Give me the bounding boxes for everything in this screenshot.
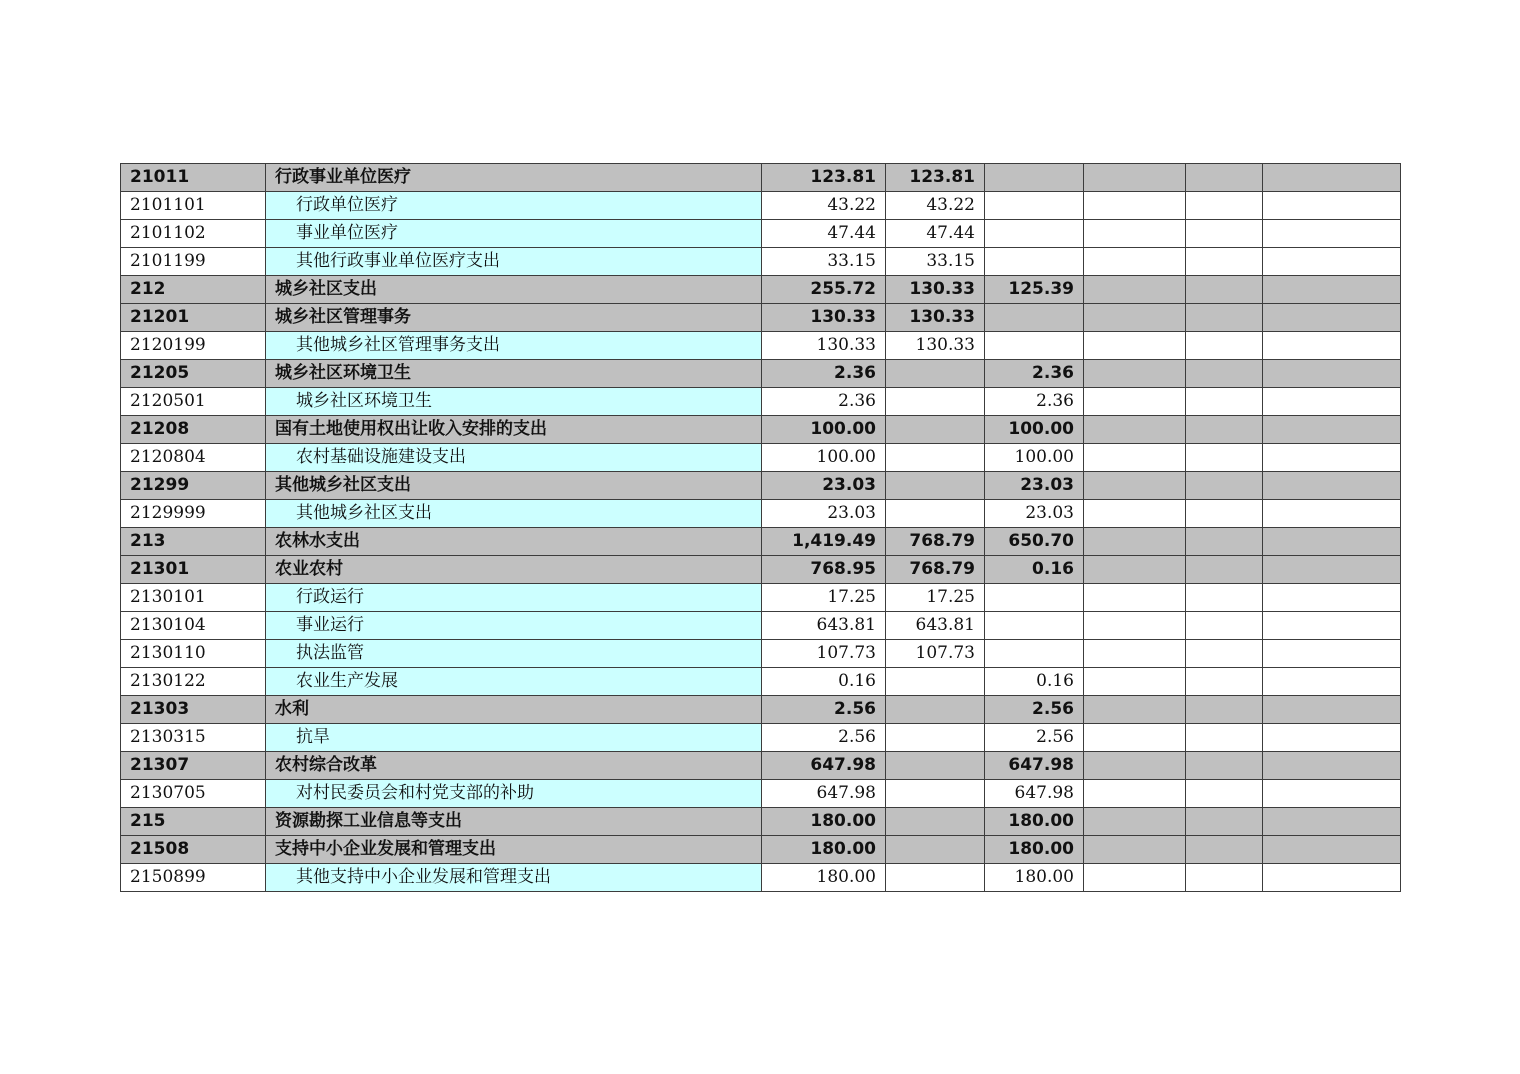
name-cell: 其他支持中小企业发展和管理支出 — [266, 864, 762, 892]
code-cell: 2130104 — [121, 612, 266, 640]
name-cell: 抗旱 — [266, 724, 762, 752]
total-cell: 2.56 — [762, 696, 886, 724]
total-cell: 180.00 — [762, 864, 886, 892]
empty-cell — [1084, 388, 1186, 416]
empty-cell — [1263, 668, 1401, 696]
empty-cell — [1186, 556, 1263, 584]
name-cell: 城乡社区支出 — [266, 276, 762, 304]
basic-cell: 130.33 — [886, 332, 985, 360]
total-cell: 23.03 — [762, 472, 886, 500]
total-cell: 647.98 — [762, 752, 886, 780]
project-cell — [985, 612, 1084, 640]
basic-cell: 47.44 — [886, 220, 985, 248]
empty-cell — [1084, 416, 1186, 444]
total-cell: 123.81 — [762, 164, 886, 192]
basic-cell — [886, 864, 985, 892]
empty-cell — [1186, 220, 1263, 248]
empty-cell — [1186, 444, 1263, 472]
total-cell: 130.33 — [762, 304, 886, 332]
table-row — [121, 444, 1401, 472]
empty-cell — [1263, 640, 1401, 668]
total-cell: 2.36 — [762, 388, 886, 416]
project-cell — [985, 584, 1084, 612]
empty-cell — [1186, 276, 1263, 304]
code-cell: 2120804 — [121, 444, 266, 472]
project-cell: 100.00 — [985, 416, 1084, 444]
empty-cell — [1084, 444, 1186, 472]
table-body — [121, 164, 1401, 892]
basic-cell — [886, 500, 985, 528]
table-row-summary — [121, 808, 1401, 836]
basic-cell — [886, 360, 985, 388]
table-row-summary — [121, 836, 1401, 864]
name-cell: 农业农村 — [266, 556, 762, 584]
empty-cell — [1186, 332, 1263, 360]
name-cell: 行政单位医疗 — [266, 192, 762, 220]
empty-cell — [1186, 780, 1263, 808]
empty-cell — [1084, 584, 1186, 612]
empty-cell — [1263, 528, 1401, 556]
basic-cell — [886, 780, 985, 808]
name-cell: 支持中小企业发展和管理支出 — [266, 836, 762, 864]
table-row-summary — [121, 276, 1401, 304]
code-cell: 2101102 — [121, 220, 266, 248]
total-cell: 647.98 — [762, 780, 886, 808]
empty-cell — [1186, 416, 1263, 444]
basic-cell — [886, 752, 985, 780]
basic-cell: 643.81 — [886, 612, 985, 640]
total-cell: 17.25 — [762, 584, 886, 612]
name-cell: 农林水支出 — [266, 528, 762, 556]
name-cell: 城乡社区环境卫生 — [266, 360, 762, 388]
table-row — [121, 388, 1401, 416]
table-row — [121, 192, 1401, 220]
project-cell — [985, 192, 1084, 220]
empty-cell — [1186, 808, 1263, 836]
table-row — [121, 640, 1401, 668]
table-row-summary — [121, 528, 1401, 556]
code-cell: 21201 — [121, 304, 266, 332]
table-row — [121, 780, 1401, 808]
total-cell: 23.03 — [762, 500, 886, 528]
empty-cell — [1084, 472, 1186, 500]
table-row — [121, 584, 1401, 612]
total-cell: 255.72 — [762, 276, 886, 304]
empty-cell — [1263, 612, 1401, 640]
empty-cell — [1186, 584, 1263, 612]
empty-cell — [1186, 164, 1263, 192]
basic-cell: 130.33 — [886, 276, 985, 304]
empty-cell — [1263, 360, 1401, 388]
project-cell: 23.03 — [985, 472, 1084, 500]
name-cell: 农村基础设施建设支出 — [266, 444, 762, 472]
empty-cell — [1084, 360, 1186, 388]
code-cell: 215 — [121, 808, 266, 836]
empty-cell — [1263, 724, 1401, 752]
total-cell: 130.33 — [762, 332, 886, 360]
empty-cell — [1186, 836, 1263, 864]
empty-cell — [1084, 220, 1186, 248]
name-cell: 资源勘探工业信息等支出 — [266, 808, 762, 836]
empty-cell — [1263, 332, 1401, 360]
project-cell — [985, 220, 1084, 248]
table-row-summary — [121, 472, 1401, 500]
project-cell: 180.00 — [985, 808, 1084, 836]
name-cell: 对村民委员会和村党支部的补助 — [266, 780, 762, 808]
table-row — [121, 864, 1401, 892]
empty-cell — [1186, 528, 1263, 556]
empty-cell — [1263, 864, 1401, 892]
basic-cell: 123.81 — [886, 164, 985, 192]
code-cell: 2120199 — [121, 332, 266, 360]
project-cell: 180.00 — [985, 864, 1084, 892]
empty-cell — [1084, 304, 1186, 332]
empty-cell — [1186, 388, 1263, 416]
project-cell: 2.36 — [985, 360, 1084, 388]
project-cell — [985, 332, 1084, 360]
name-cell: 事业单位医疗 — [266, 220, 762, 248]
project-cell — [985, 164, 1084, 192]
empty-cell — [1263, 444, 1401, 472]
total-cell: 33.15 — [762, 248, 886, 276]
total-cell: 2.56 — [762, 724, 886, 752]
empty-cell — [1186, 612, 1263, 640]
code-cell: 2130101 — [121, 584, 266, 612]
total-cell: 107.73 — [762, 640, 886, 668]
basic-cell — [886, 724, 985, 752]
name-cell: 其他城乡社区支出 — [266, 472, 762, 500]
project-cell: 100.00 — [985, 444, 1084, 472]
code-cell: 21205 — [121, 360, 266, 388]
empty-cell — [1084, 612, 1186, 640]
name-cell: 农业生产发展 — [266, 668, 762, 696]
code-cell: 213 — [121, 528, 266, 556]
name-cell: 行政运行 — [266, 584, 762, 612]
basic-cell: 107.73 — [886, 640, 985, 668]
total-cell: 100.00 — [762, 444, 886, 472]
total-cell: 768.95 — [762, 556, 886, 584]
empty-cell — [1186, 192, 1263, 220]
project-cell: 23.03 — [985, 500, 1084, 528]
empty-cell — [1084, 556, 1186, 584]
name-cell: 其他城乡社区管理事务支出 — [266, 332, 762, 360]
empty-cell — [1186, 360, 1263, 388]
empty-cell — [1186, 640, 1263, 668]
empty-cell — [1186, 500, 1263, 528]
code-cell: 21011 — [121, 164, 266, 192]
empty-cell — [1263, 752, 1401, 780]
project-cell: 2.56 — [985, 724, 1084, 752]
basic-cell: 43.22 — [886, 192, 985, 220]
basic-cell — [886, 416, 985, 444]
project-cell: 2.56 — [985, 696, 1084, 724]
project-cell: 180.00 — [985, 836, 1084, 864]
project-cell: 0.16 — [985, 668, 1084, 696]
code-cell: 2101101 — [121, 192, 266, 220]
code-cell: 212 — [121, 276, 266, 304]
table-row — [121, 220, 1401, 248]
empty-cell — [1263, 304, 1401, 332]
table-row — [121, 668, 1401, 696]
code-cell: 2130110 — [121, 640, 266, 668]
table-row-summary — [121, 556, 1401, 584]
project-cell: 0.16 — [985, 556, 1084, 584]
total-cell: 2.36 — [762, 360, 886, 388]
empty-cell — [1186, 668, 1263, 696]
total-cell: 100.00 — [762, 416, 886, 444]
empty-cell — [1084, 668, 1186, 696]
empty-cell — [1084, 724, 1186, 752]
empty-cell — [1263, 500, 1401, 528]
project-cell — [985, 248, 1084, 276]
code-cell: 21303 — [121, 696, 266, 724]
name-cell: 水利 — [266, 696, 762, 724]
empty-cell — [1263, 472, 1401, 500]
basic-cell — [886, 696, 985, 724]
empty-cell — [1263, 248, 1401, 276]
basic-cell — [886, 444, 985, 472]
empty-cell — [1084, 192, 1186, 220]
code-cell: 2130315 — [121, 724, 266, 752]
empty-cell — [1263, 416, 1401, 444]
empty-cell — [1263, 836, 1401, 864]
empty-cell — [1263, 276, 1401, 304]
name-cell: 行政事业单位医疗 — [266, 164, 762, 192]
project-cell: 2.36 — [985, 388, 1084, 416]
empty-cell — [1084, 332, 1186, 360]
empty-cell — [1084, 640, 1186, 668]
name-cell: 执法监管 — [266, 640, 762, 668]
code-cell: 21301 — [121, 556, 266, 584]
empty-cell — [1186, 752, 1263, 780]
total-cell: 43.22 — [762, 192, 886, 220]
table-row-summary — [121, 752, 1401, 780]
empty-cell — [1263, 808, 1401, 836]
empty-cell — [1186, 724, 1263, 752]
table-row-summary — [121, 164, 1401, 192]
empty-cell — [1084, 864, 1186, 892]
table-row-summary — [121, 360, 1401, 388]
basic-cell: 768.79 — [886, 556, 985, 584]
empty-cell — [1263, 164, 1401, 192]
basic-cell — [886, 388, 985, 416]
basic-cell — [886, 472, 985, 500]
empty-cell — [1084, 752, 1186, 780]
project-cell — [985, 304, 1084, 332]
project-cell: 125.39 — [985, 276, 1084, 304]
basic-cell — [886, 836, 985, 864]
table-row — [121, 724, 1401, 752]
project-cell: 647.98 — [985, 780, 1084, 808]
name-cell: 事业运行 — [266, 612, 762, 640]
code-cell: 2120501 — [121, 388, 266, 416]
total-cell: 180.00 — [762, 836, 886, 864]
basic-cell: 17.25 — [886, 584, 985, 612]
budget-table — [120, 163, 1401, 892]
table-row — [121, 500, 1401, 528]
empty-cell — [1084, 808, 1186, 836]
empty-cell — [1084, 248, 1186, 276]
table-row — [121, 248, 1401, 276]
project-cell: 647.98 — [985, 752, 1084, 780]
empty-cell — [1263, 556, 1401, 584]
project-cell — [985, 640, 1084, 668]
code-cell: 21208 — [121, 416, 266, 444]
table-row-summary — [121, 696, 1401, 724]
empty-cell — [1186, 864, 1263, 892]
empty-cell — [1186, 248, 1263, 276]
total-cell: 47.44 — [762, 220, 886, 248]
basic-cell: 33.15 — [886, 248, 985, 276]
basic-cell — [886, 668, 985, 696]
table-row-summary — [121, 304, 1401, 332]
total-cell: 0.16 — [762, 668, 886, 696]
empty-cell — [1084, 276, 1186, 304]
empty-cell — [1263, 192, 1401, 220]
code-cell: 2150899 — [121, 864, 266, 892]
empty-cell — [1186, 304, 1263, 332]
total-cell: 180.00 — [762, 808, 886, 836]
code-cell: 2130705 — [121, 780, 266, 808]
empty-cell — [1186, 696, 1263, 724]
empty-cell — [1084, 528, 1186, 556]
empty-cell — [1263, 388, 1401, 416]
name-cell: 城乡社区管理事务 — [266, 304, 762, 332]
code-cell: 2101199 — [121, 248, 266, 276]
name-cell: 城乡社区环境卫生 — [266, 388, 762, 416]
name-cell: 国有土地使用权出让收入安排的支出 — [266, 416, 762, 444]
table-row — [121, 612, 1401, 640]
code-cell: 21299 — [121, 472, 266, 500]
table-row-summary — [121, 416, 1401, 444]
name-cell: 其他城乡社区支出 — [266, 500, 762, 528]
basic-cell: 130.33 — [886, 304, 985, 332]
code-cell: 21508 — [121, 836, 266, 864]
empty-cell — [1084, 836, 1186, 864]
empty-cell — [1263, 584, 1401, 612]
basic-cell: 768.79 — [886, 528, 985, 556]
basic-cell — [886, 808, 985, 836]
empty-cell — [1186, 472, 1263, 500]
empty-cell — [1084, 780, 1186, 808]
total-cell: 1,419.49 — [762, 528, 886, 556]
empty-cell — [1084, 696, 1186, 724]
code-cell: 2129999 — [121, 500, 266, 528]
empty-cell — [1263, 780, 1401, 808]
name-cell: 其他行政事业单位医疗支出 — [266, 248, 762, 276]
empty-cell — [1263, 696, 1401, 724]
project-cell: 650.70 — [985, 528, 1084, 556]
empty-cell — [1263, 220, 1401, 248]
code-cell: 2130122 — [121, 668, 266, 696]
table-row — [121, 332, 1401, 360]
total-cell: 643.81 — [762, 612, 886, 640]
name-cell: 农村综合改革 — [266, 752, 762, 780]
code-cell: 21307 — [121, 752, 266, 780]
empty-cell — [1084, 164, 1186, 192]
empty-cell — [1084, 500, 1186, 528]
